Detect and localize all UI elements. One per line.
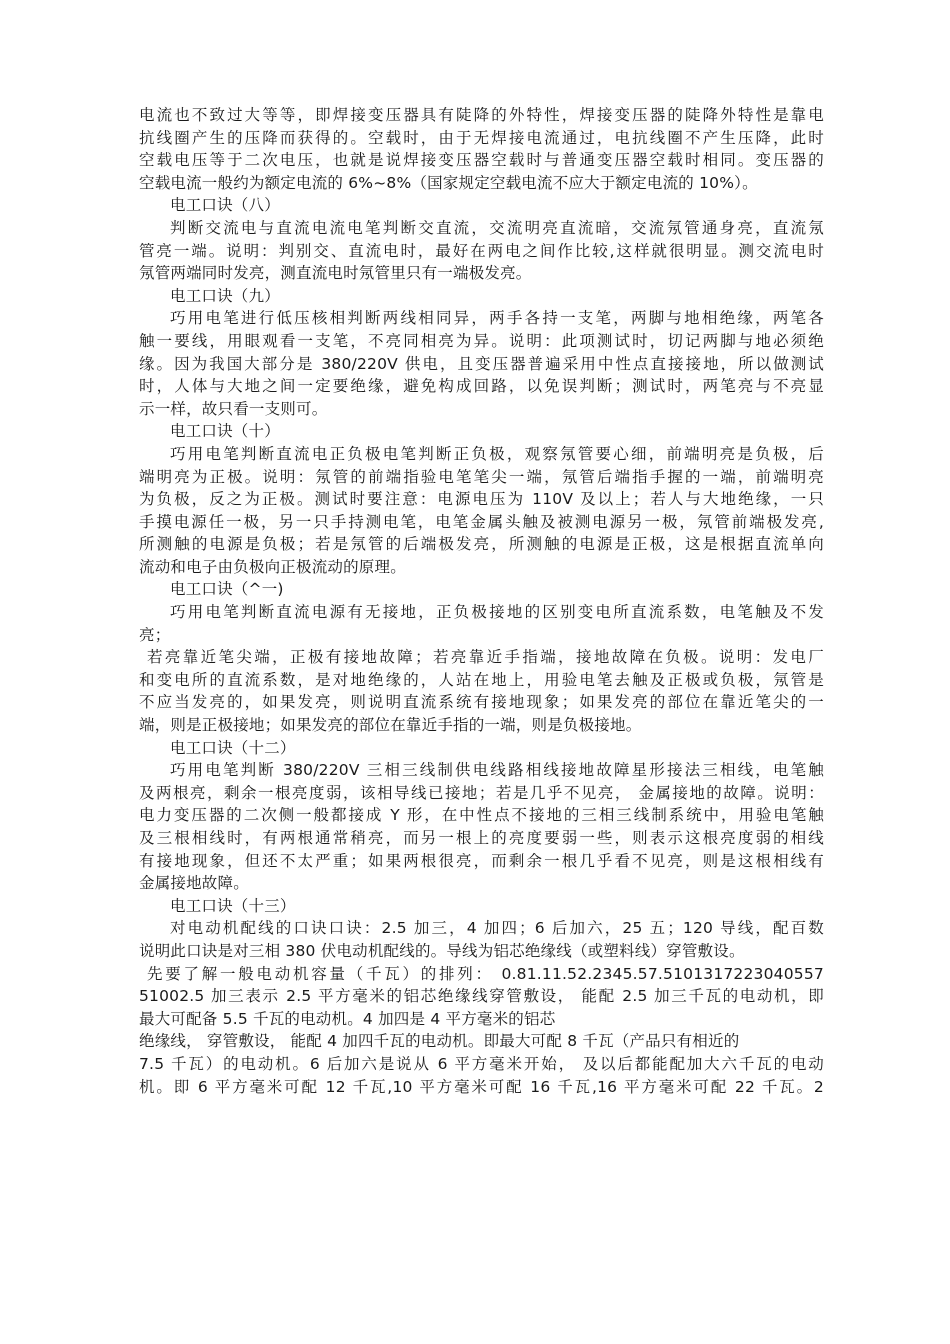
section-heading: 电工口诀（^一) (170, 580, 284, 599)
text-line: 所测触的电源是负极；若是氖管的后端极发亮，所测触的电源是正极，这是根据直流单向 (139, 535, 824, 554)
text-line: 最大可配备 5.5 千瓦的电动机。4 加四是 4 平方毫米的铝芯 (139, 1009, 556, 1028)
text-line: 电流也不致过大等等，即焊接变压器具有陡降的外特性，焊接变压器的陡降外特性是靠电 (139, 106, 824, 124)
text-line: 7.5 千瓦）的电动机。6 后加六是说从 6 平方毫米开始， 及以后都能配加大六千瓦的电动 (139, 1054, 824, 1073)
text-line: 触一要线，用眼观看一支笔，不亮同相亮为异。说明：此项测试时，切记两脚与地必须绝 (139, 331, 824, 350)
text-line: 判断交流电与直流电流电笔判断交直流，交流明亮直流暗，交流氖管通身亮，直流氖 (170, 218, 824, 237)
text-line: 说明此口诀是对三相 380 伏电动机配线的。导线为铝芯绝缘线（或塑料线）穿管敷设。 (139, 941, 745, 960)
text-line: 先要了解一般电动机容量（千瓦）的排列： 0.81.11.52.2345.57.5101317223040557 (147, 964, 824, 983)
text-line: 端，则是正极接地；如果发亮的部位在靠近手指的一端，则是负极接地。 (139, 716, 642, 735)
text-line: 不应当发亮的，如果发亮，则说明直流系统有接地现象；如果发亮的部位在靠近笔尖的一 (139, 693, 824, 712)
text-line: 时，人体与大地之间一定要绝缘，避免构成回路，以免误判断；测试时，两笔亮与不亮显 (139, 377, 824, 396)
section-heading: 电工口诀（九） (170, 286, 280, 305)
text-line: 流动和电子由负极向正极流动的原理。 (139, 557, 406, 576)
text-line: 氖管两端同时发亮，测直流电时氖管里只有一端极发亮。 (139, 264, 532, 283)
text-line: 绝缘线， 穿管敷设， 能配 4 加四千瓦的电动机。即最大可配 8 千瓦（产品只有相近的 (139, 1032, 740, 1051)
text-line: 对电动机配线的口诀口诀：2.5 加三，4 加四；6 后加六，25 五；120 导线，配百数 (170, 919, 824, 938)
text-line: 空载电流一般约为额定电流的 6%~8%（国家规定空载电流不应大于额定电流的 10%）。 (139, 173, 758, 192)
text-line: 及三根相线时，有两根通常稍亮，而另一根上的亮度要弱一些，则表示这根亮度弱的相线 (139, 829, 824, 847)
text-line: 金属接地故障。 (139, 874, 249, 893)
text-line: 巧用电笔进行低压核相判断两线相同异，两手各持一支笔，两脚与地相绝缘，两笔各 (170, 309, 824, 328)
section-heading: 电工口诀（十三） (170, 896, 296, 915)
text-line: 机。即 6 平方毫米可配 12 千瓦,10 平方毫米可配 16 千瓦,16 平方毫米可配 22 千瓦。2 (139, 1077, 824, 1096)
text-line: 端明亮为正极。说明：氖管的前端指验电笔笔尖一端，氖管后端指手握的一端，前端明亮 (139, 467, 824, 486)
section-heading: 电工口诀（十） (170, 422, 280, 441)
document-body (139, 104, 824, 1098)
text-line: 巧用电笔判断直流电正负极电笔判断正负极，观察氖管要心细，前端明亮是负极，后 (170, 444, 824, 463)
text-line: 和变电所的直流系数，是对地绝缘的，人站在地上，用验电笔去触及正极或负极，氖管是 (139, 670, 824, 689)
text-line: 空载电压等于二次电压，也就是说焊接变压器空载时与普通变压器空载时相同。变压器的 (139, 151, 824, 170)
text-line: 巧用电笔判断 380/220V 三相三线制供电线路相线接地故障星形接法三相线，电笔触 (170, 761, 824, 780)
text-line: 巧用电笔判断直流电源有无接地，正负极接地的区别变电所直流系数，电笔触及不发 (170, 603, 824, 622)
text-line: 管亮一端。说明：判别交、直流电时，最好在两电之间作比较,这样就很明显。测交流电时 (139, 241, 824, 260)
text-line: 有接地现象，但还不太严重；如果两根很亮，而剩余一根几乎看不见亮，则是这根相线有 (139, 851, 824, 870)
text-line: 51002.5 加三表示 2.5 平方毫米的铝芯绝缘线穿管敷设， 能配 2.5 加三千瓦的电动机，即 (139, 987, 824, 1006)
text-line: 亮； (139, 625, 171, 644)
text-line: 缘。因为我国大部分是 380/220V 供电，且变压器普遍采用中性点直接接地，所以做测试 (139, 354, 824, 373)
text-line: 示一样，故只看一支则可。 (139, 399, 328, 418)
text-line: 及两根亮，剩余一根亮度弱，该相导线已接地；若是几乎不见亮， 金属接地的故障。说明： (139, 783, 824, 802)
text-line: 抗线圈产生的压降而获得的。空载时，由于无焊接电流通过，电抗线圈不产生压降，此时 (139, 128, 824, 147)
section-heading: 电工口诀（八） (170, 196, 280, 215)
text-line: 电力变压器的二次侧一般都接成 Y 形，在中性点不接地的三相三线制系统中，用验电笔触 (139, 806, 824, 825)
text-line: 若亮靠近笔尖端，正极有接地故障；若亮靠近手指端，接地故障在负极。说明：发电厂 (147, 648, 824, 667)
text-line: 为负极，反之为正极。测试时要注意：电源电压为 110V 及以上；若人与大地绝缘，一只 (139, 490, 824, 509)
section-heading: 电工口诀（十二） (170, 738, 296, 757)
text-line: 手摸电源任一极，另一只手持测电笔，电笔金属头触及被测电源另一极，氖管前端极发亮, (139, 512, 824, 531)
